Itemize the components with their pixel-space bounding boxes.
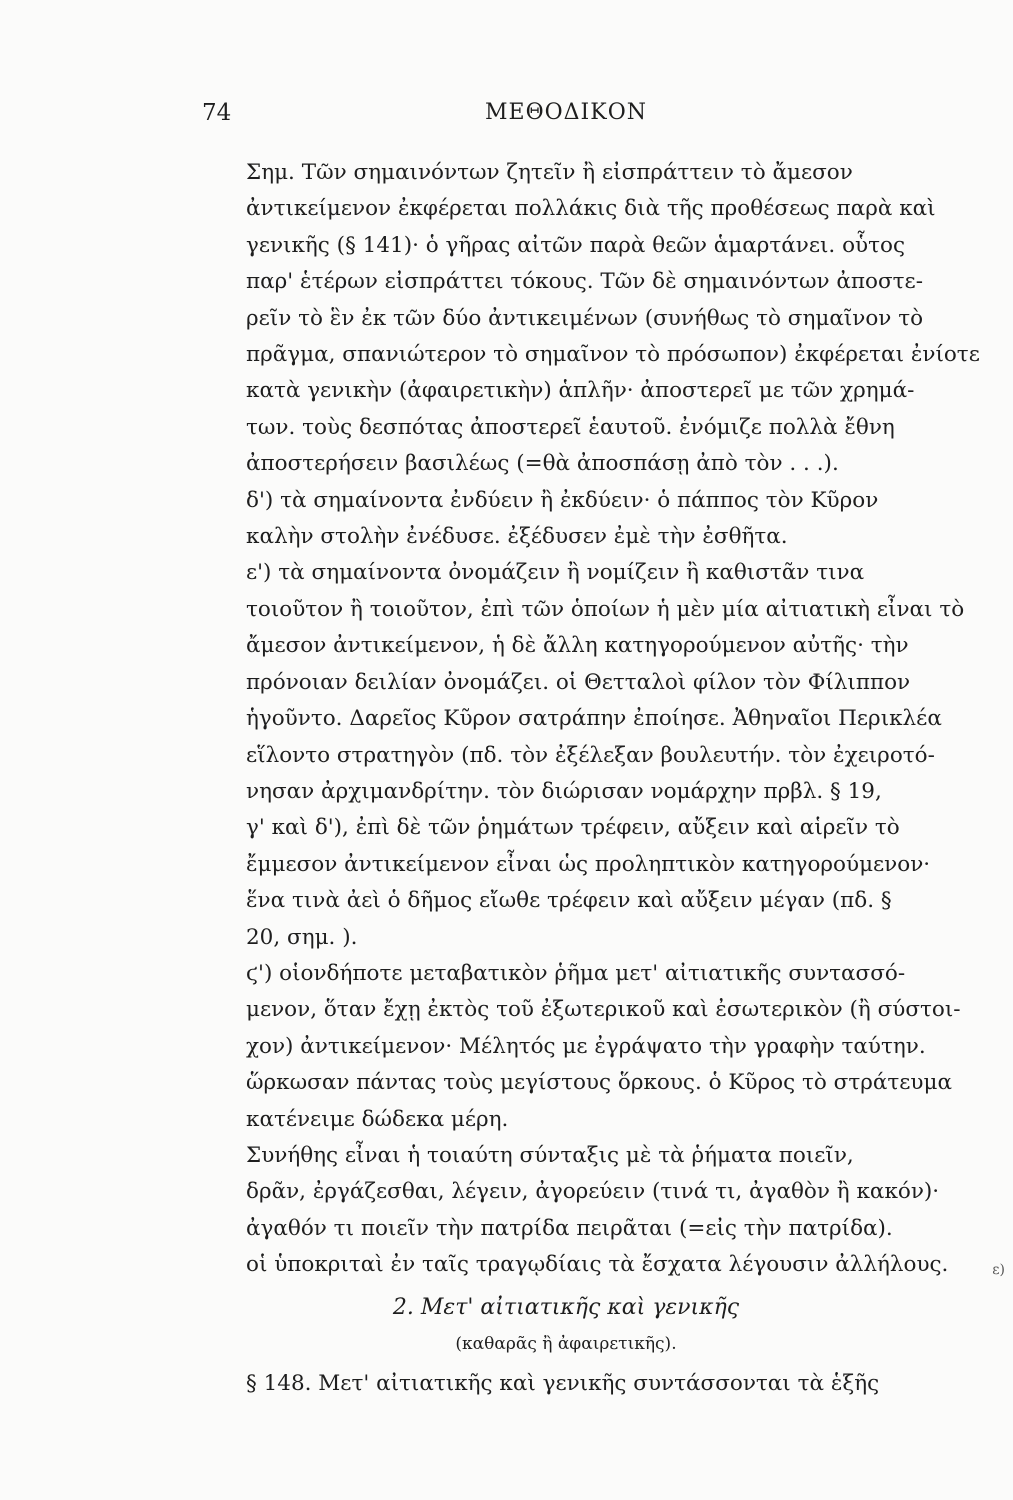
text-line: πρᾶγμα, σπανιώτερον τὸ σημαῖνον τὸ πρόσωπον) ἐκφέρεται ἐνίοτε [246,342,980,368]
section-subheading: (καθαρᾶς ἢ ἀφαιρετικῆς). [455,1334,677,1354]
text-line: ἀντικείμενον ἐκφέρεται πολλάκις διὰ τῆς προθέσεως παρὰ καὶ [246,196,936,222]
text-line: τοιοῦτον ἢ τοιοῦτον, ἐπὶ τῶν ὁποίων ἡ μὲν μία αἰτιατικὴ εἶναι τὸ [246,596,965,622]
page-number: 74 [202,100,232,126]
text-line: ἄμεσον ἀντικείμενον, ἡ δὲ ἄλλη κατηγορούμενον αὐτῆς· τὴν [246,633,909,659]
text-line: γ' καὶ δ'), ἐπὶ δὲ τῶν ῥημάτων τρέφειν, αὔξειν καὶ αἱρεῖν τὸ [246,815,900,841]
text-line: ρεῖν τὸ ἓν ἐκ τῶν δύο ἀντικειμένων (συνήθως τὸ σημαῖνον τὸ [246,305,924,331]
text-line: δ') τὰ σημαίνοντα ἐνδύειν ἢ ἐκδύειν· ὁ πάππος τὸν Κῦρον [246,487,879,513]
text-line: ἀγαθόν τι ποιεῖν τὴν πατρίδα πειρᾶται (=εἰς τὴν πατρίδα). [246,1215,893,1241]
text-line: οἱ ὑποκριταὶ ἐν ταῖς τραγῳδίαις τὰ ἔσχατα λέγουσιν ἀλλήλους. [246,1252,949,1278]
text-line: χον) ἀντικείμενον· Μέλητός με ἐγράψατο τὴν γραφὴν ταύτην. [246,1033,926,1059]
text-line: νησαν ἀρχιμανδρίτην. τὸν διώρισαν νομάρχην πρβλ. § 19, [246,778,882,804]
page-header [196,96,936,132]
paragraph-epsilon [196,555,965,955]
text-line: δρᾶν, ἐργάζεσθαι, λέγειν, ἀγορεύειν (τινά τι, ἀγαθὸν ἢ κακόν)· [246,1179,940,1205]
text-line: καλὴν στολὴν ἐνέδυσε. ἐξέδυσεν ἐμὲ τὴν ἐσθῆτα. [246,524,788,550]
paragraph-note [196,155,980,483]
text-line: πρόνοιαν δειλίαν ὀνομάζει. οἱ Θετταλοὶ φίλον τὸν Φίλιππον [246,669,911,695]
text-line: γενικῆς (§ 141)· ὁ γῆρας αἰτῶν παρὰ θεῶν ἁμαρτάνει. οὗτος [246,232,905,258]
section-heading: 2. Μετ' αἰτιατικῆς καὶ γενικῆς [392,1294,740,1320]
text-line: παρ' ἑτέρων εἰσπράττει τόκους. Τῶν δὲ σημαινόντων ἀποστε- [246,269,923,295]
text-line: Συνήθης εἶναι ἡ τοιαύτη σύνταξις μὲ τὰ ῥήματα ποιεῖν, [246,1142,854,1168]
text-line: ϛ') οἱονδήποτε μεταβατικὸν ῥῆμα μετ' αἰτιατικῆς συντασσό- [246,960,906,986]
running-title: ΜΕΘΟΔΙΚΟΝ [485,100,647,125]
margin-mark: ε) [992,1262,1005,1278]
text-line: ἀποστερήσειν βασιλέως (=θὰ ἀποσπάσῃ ἀπὸ τὸν . . .). [246,451,839,477]
paragraph-synithis [196,1138,949,1284]
body-text [196,155,980,1403]
text-line: 20, σημ. ). [246,924,358,950]
text-line: των. τοὺς δεσπότας ἀποστερεῖ ἑαυτοῦ. ἐνόμιζε πολλὰ ἔθνη [246,414,895,440]
text-line: μενον, ὅταν ἔχῃ ἐκτὸς τοῦ ἐξωτερικοῦ καὶ ἐσωτερικὸν (ἢ σύστοι- [246,997,961,1023]
text-line: ἕνα τινὰ ἀεὶ ὁ δῆμος εἴωθε τρέφειν καὶ αὔξειν μέγαν (πδ. § [246,888,892,914]
text-line: ὥρκωσαν πάντας τοὺς μεγίστους ὅρκους. ὁ Κῦρος τὸ στράτευμα [246,1070,952,1096]
paragraph-148 [196,1366,936,1402]
text-line: κατένειμε δώδεκα μέρη. [246,1106,509,1132]
paragraph-stigma [196,956,961,1138]
paragraph-delta [196,483,936,556]
text-line: ε') τὰ σημαίνοντα ὀνομάζειν ἢ νομίζειν ἢ καθιστᾶν τινα [246,560,865,586]
text-line: εἵλοντο στρατηγὸν (πδ. τὸν ἐξέλεξαν βουλευτήν. τὸν ἐχειροτό- [246,742,935,768]
text-line: § 148. Μετ' αἰτιατικῆς καὶ γενικῆς συντάσσονται τὰ ἑξῆς [246,1371,880,1397]
text-line: Σημ. Τῶν σημαινόντων ζητεῖν ἢ εἰσπράττειν τὸ ἄμεσον [246,160,853,185]
text-line: κατὰ γενικὴν (ἀφαιρετικὴν) ἁπλῆν· ἀποστερεῖ με τῶν χρημά- [246,378,915,404]
text-line: ἔμμεσον ἀντικείμενον εἶναι ὡς προληπτικὸν κατηγορούμενον· [246,851,931,877]
text-line: ἡγοῦντο. Δαρεῖος Κῦρον σατράπην ἐποίησε. Ἀθηναῖοι Περικλέα [246,706,942,732]
